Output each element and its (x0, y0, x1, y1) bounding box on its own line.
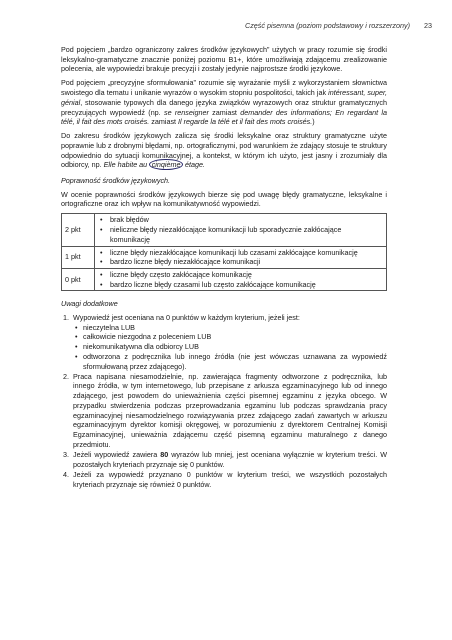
score-points: 2 pkt (62, 214, 95, 246)
example-phrase: Il regarde la télé et il fait des mots croisés. (178, 117, 313, 127)
text-run: ) (312, 117, 315, 127)
descriptor-item: • brak błędów (108, 215, 383, 225)
note-sublist (73, 323, 387, 372)
scoring-row (62, 246, 387, 268)
paragraph-precise-wording (61, 78, 387, 127)
page-content (61, 45, 387, 490)
note-subitem: • niekomunikatywna dla odbiorcy LUB (83, 342, 387, 352)
descriptor-item: • bardzo liczne błędy niezakłócające komunikacji (108, 257, 383, 267)
score-descriptors (95, 246, 387, 268)
note-text: wyrazów lub mniej, jest oceniana wyłącznie w kryterium treści. W pozostałych kryteriach przyznaje się 0 punktów. (73, 449, 387, 469)
note-text: Jeżeli wypowiedź zawiera (73, 449, 161, 459)
descriptor-item: • nieliczne błędy niezakłócające komunikacji lub sporadycznie zakłócające komunikację (108, 225, 383, 244)
descriptor-item: • liczne błędy niezakłócające komunikacji lub czasami zakłócające komunikację (108, 248, 383, 258)
text-run: Pod pojęciem „precyzyjne sformułowania” rozumie się wyrażanie myśli z wykorzystaniem słownictwa swoistego dla tematu i unikanie wyrazów o wysokim stopniu pospolitości, takich jak (61, 78, 387, 98)
text-run: zamiast (208, 107, 241, 117)
scoring-table (61, 213, 387, 291)
descriptor-list (98, 248, 383, 267)
descriptor-item: • bardzo liczne błędy czasami lub często zakłócające komunikację (108, 280, 383, 290)
section-title: Poprawność środków językowych. (61, 176, 171, 186)
example-phrase: se renseigner (163, 107, 209, 117)
text-run: , a kontekst, w którym ich użyto, jest jasny i zrozumiały dla odbiorcy, np. (61, 150, 387, 170)
page-number: 23 (424, 21, 432, 30)
running-title: Część pisemna (poziom podstawowy i rozszerzony) (245, 21, 410, 30)
circled-error-word: cinqième (149, 159, 183, 170)
score-descriptors (95, 214, 387, 246)
text-run: , stosowanie typowych dla danego języka związków wyrazowych oraz struktur gramatycznych precyzujących wypowiedź (np. (61, 97, 387, 117)
paragraph-limited-range: Pod pojęciem „bardzo ograniczony zakres środków językowych” użytych w pracy rozumie się środki leksykalno-gramatyczne znacznie poniżej poziomu B1+, które umożliwiają zdającemu zrealizowanie polecenia, ale wypowiedzi brakuje precyzji i zostały jedynie najprostsze środki językowe. (61, 45, 387, 74)
score-points: 1 pkt (62, 246, 95, 268)
example-words: intéressant, super, génial (61, 88, 387, 107)
text-run: Do zakresu środków językowych zalicza się środki leksykalne oraz struktury gramatyczne użyte poprawnie lub z drobnymi błędami, np. ortograficznymi, pod warunkiem że zdający stosuje te struktury odpowiednio do sytuacji komunikacyjnej (61, 131, 387, 160)
note-subitem: • odtworzona z podręcznika lub innego źródła (nie jest wówczas uznawana za wypowiedź sformułowaną przez zdającego). (83, 352, 387, 371)
word-limit: 80 (160, 449, 169, 459)
descriptor-list (98, 270, 383, 289)
descriptor-item: • liczne błędy często zakłócające komunikację (108, 270, 383, 280)
text-run: zamiast (149, 117, 179, 127)
paragraph-language-scope (61, 131, 387, 170)
page-header (0, 21, 432, 30)
notes-title: Uwagi dodatkowe (61, 299, 118, 309)
score-descriptors (95, 268, 387, 290)
note-subitem: • całkowicie niezgodna z poleceniem LUB (83, 332, 387, 342)
note-item (71, 450, 387, 469)
note-text: Wypowiedź jest oceniana na 0 punktów w każdym kryterium, jeżeli jest: (73, 313, 300, 323)
note-item (71, 313, 387, 371)
note-item: 4. Jeżeli za wypowiedź przyznano 0 punktów w kryterium treści, we wszystkich pozostałych kryteriach przyznaje się również 0 punktów. (71, 470, 387, 489)
example-sentence: Elle habite au (103, 160, 150, 170)
notes-list (61, 313, 387, 489)
scoring-row (62, 214, 387, 246)
example-sentence: étage. (182, 160, 205, 170)
scoring-row (62, 268, 387, 290)
note-subitem: • nieczytelna LUB (83, 323, 387, 333)
score-points: 0 pkt (62, 268, 95, 290)
note-item: 2. Praca napisana niesamodzielnie, np. zawierająca fragmenty odtworzone z podręcznika, lub innego źródła, w tym internetowego, lub przepisane z arkusza egzaminacyjnego lub od innego zdającego, jest powodem do unieważnienia części pisemnej egzaminu z języka obcego. W przypadku stwierdzenia podczas przeprowadzania egzaminu lub podczas sprawdzania pracy egzaminacyjnej niesamodzielnego rozwiązywania przez zdającego zadań zawartych w arkuszu egzaminacyjnym dyrektor komisji okręgowej, w porozumieniu z dyrektorem Centralnej Komisji Egzaminacyjnej, unieważnia zdającemu część pisemną egzaminu maturalnego z danego przedmiotu. (71, 372, 387, 450)
section-intro: W ocenie poprawności środków językowych bierze się pod uwagę błędy gramatyczne, leksykalne i ortograficzne oraz ich wpływ na komunikatywność wypowiedzi. (61, 189, 387, 209)
descriptor-list (98, 215, 383, 244)
example-phrase: demander des informations; En regardant la télé, il fait des mots croisés. (61, 107, 387, 127)
